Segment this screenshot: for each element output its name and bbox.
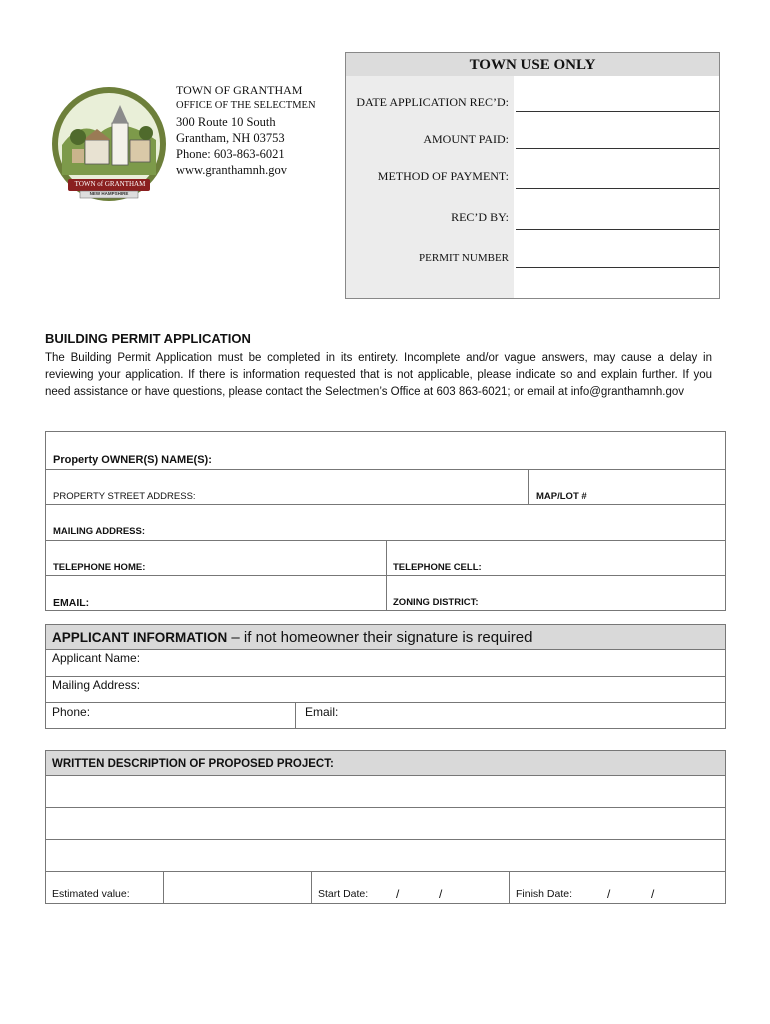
permit-number-label: PERMIT NUMBER <box>419 252 509 264</box>
start-date-field[interactable]: Start Date: <box>318 888 369 900</box>
finish-date-slash-2: / <box>651 887 655 901</box>
office-phone: Phone: 603-863-6021 <box>176 147 285 161</box>
amount-paid-label: AMOUNT PAID: <box>423 132 509 146</box>
applicant-mailing-field[interactable]: Mailing Address: <box>52 678 141 692</box>
office-website[interactable]: www.granthamnh.gov <box>176 163 287 177</box>
applicant-email-field[interactable]: Email: <box>305 705 339 719</box>
applicant-name-field[interactable]: Applicant Name: <box>52 651 141 665</box>
date-received-field[interactable] <box>516 111 719 112</box>
map-lot-field[interactable]: MAP/LOT # <box>536 491 587 502</box>
property-info-table <box>45 431 726 611</box>
project-description-line-3[interactable] <box>46 840 725 871</box>
start-date-slash-1: / <box>396 887 400 901</box>
town-use-only-box <box>345 52 720 299</box>
email-field[interactable]: EMAIL: <box>53 597 90 609</box>
date-received-label: DATE APPLICATION REC’D: <box>356 95 509 109</box>
finish-date-slash-1: / <box>607 887 611 901</box>
zoning-district-field[interactable]: ZONING DISTRICT: <box>393 597 479 608</box>
start-date-slash-2: / <box>439 887 443 901</box>
project-description-table <box>45 750 726 904</box>
payment-method-field[interactable] <box>516 188 719 189</box>
seal-banner-text: TOWN of GRANTHAM <box>74 180 146 188</box>
page-title: BUILDING PERMIT APPLICATION <box>45 331 251 346</box>
owner-name-field[interactable]: Property OWNER(S) NAME(S): <box>53 454 212 466</box>
amount-paid-field[interactable] <box>516 148 719 149</box>
town-seal-logo <box>50 85 168 203</box>
estimated-value-input[interactable] <box>164 872 310 904</box>
estimated-value-label: Estimated value: <box>52 888 130 900</box>
project-section-header: WRITTEN DESCRIPTION OF PROPOSED PROJECT: <box>52 758 334 770</box>
office-address <box>176 82 316 178</box>
applicant-section-header <box>52 629 532 646</box>
finish-date-field[interactable]: Finish Date: <box>516 888 573 900</box>
street-address: 300 Route 10 South <box>176 115 276 129</box>
city-state-zip: Grantham, NH 03753 <box>176 131 285 145</box>
mailing-address-field[interactable]: MAILING ADDRESS: <box>53 526 146 537</box>
project-description-line-1[interactable] <box>46 776 725 807</box>
office-name: OFFICE OF THE SELECTMEN <box>176 100 316 111</box>
telephone-cell-field[interactable]: TELEPHONE CELL: <box>393 562 482 573</box>
applicant-header-bold: APPLICANT INFORMATION <box>52 630 228 645</box>
street-address-field[interactable]: PROPERTY STREET ADDRESS: <box>53 491 196 502</box>
applicant-phone-field[interactable]: Phone: <box>52 705 91 719</box>
town-use-only-title: TOWN USE ONLY <box>346 53 719 76</box>
received-by-label: REC’D BY: <box>451 210 509 224</box>
town-name: TOWN OF GRANTHAM <box>176 83 303 97</box>
permit-number-field[interactable] <box>516 267 719 268</box>
applicant-header-note: – if not homeowner their signature is required <box>227 629 533 646</box>
telephone-home-field[interactable]: TELEPHONE HOME: <box>53 562 146 573</box>
received-by-field[interactable] <box>516 229 719 230</box>
project-description-line-2[interactable] <box>46 808 725 839</box>
seal-sub-text: NEW HAMPSHIRE <box>89 191 129 196</box>
payment-method-label: METHOD OF PAYMENT: <box>377 169 509 183</box>
applicant-info-table <box>45 624 726 729</box>
intro-paragraph: The Building Permit Application must be completed in its entirety. Incomplete and/or vague answers, may cause a delay in reviewing your application. If there is information requested that is not applicable, please indicate so and explain further. If you need assistance or have questions, please contact the Selectmen’s Office at 603 863-6021; or email at info@granthamnh.gov <box>45 352 712 398</box>
